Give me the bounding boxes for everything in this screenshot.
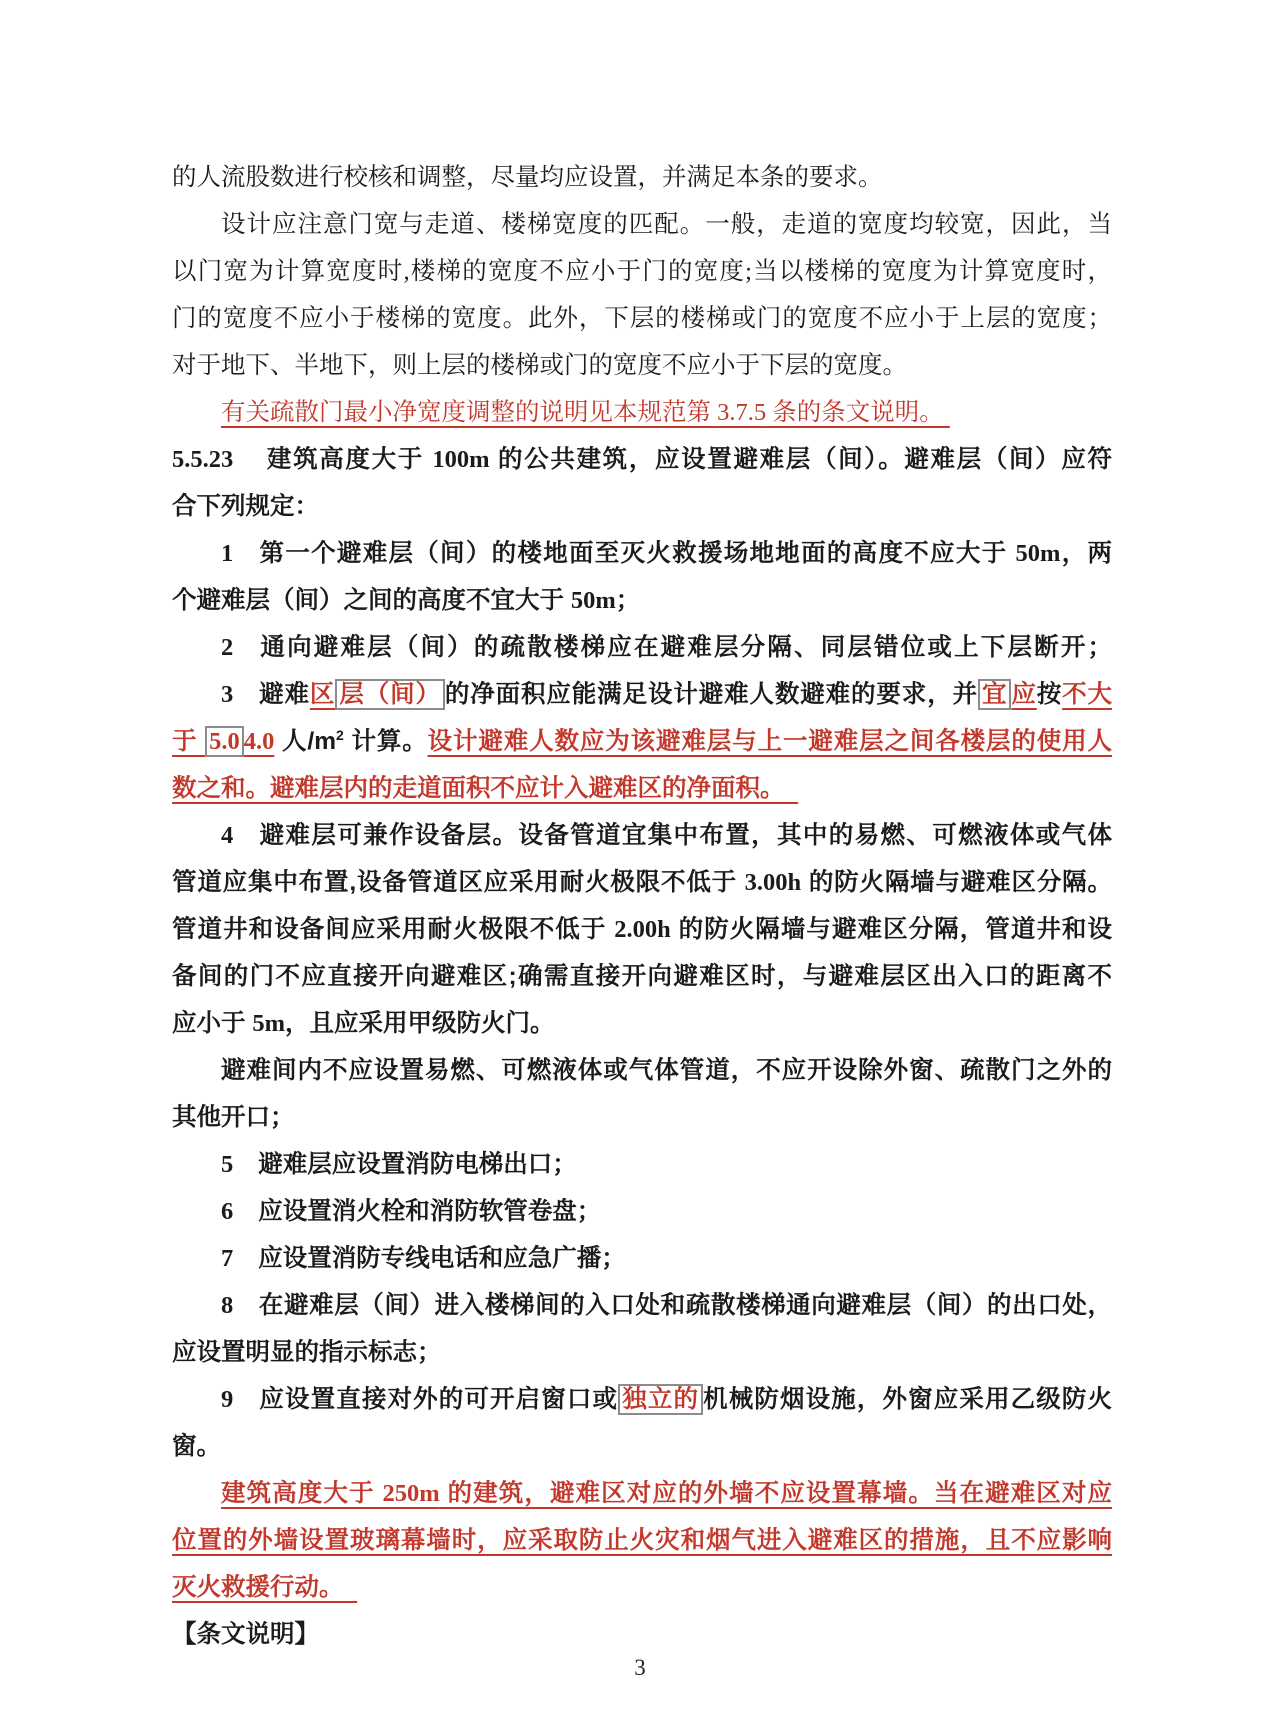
item-number: 8 <box>221 1292 234 1319</box>
text-run: 应设置消防专线电话和应急广播； <box>258 1245 626 1272</box>
text-run: 设计应注意门宽与走道、楼梯宽度的匹配。一般，走道的宽度均较宽，因此，当 <box>221 211 1112 238</box>
inserted-text: 建筑高度大于 <box>221 1480 383 1507</box>
clause-number: 5.5.23 <box>172 446 234 473</box>
text-run: ，两 <box>1060 540 1112 567</box>
text-run: 窗。 <box>172 1433 221 1460</box>
text-run: 应设置直接对外的可开启窗口或 <box>258 1386 619 1413</box>
text-line <box>172 1329 1112 1376</box>
text-run: 计算。 <box>343 728 428 755</box>
inserted-text: 3.7.5 <box>717 399 767 426</box>
inserted-text: 设计避难人数应为该避难层与上一避难层之间各楼层的使用人 <box>427 728 1113 755</box>
text-run: 的净面积应能满足设计避难人数避难的要求，并 <box>444 681 978 708</box>
item-number: 2 <box>221 634 234 661</box>
superscript: 2 <box>336 726 344 743</box>
text-line <box>172 1564 1112 1611</box>
document-body <box>172 154 1112 1658</box>
inserted-text: 于 <box>172 728 206 755</box>
text-run: 避难层应设置消防电梯出口； <box>258 1151 577 1178</box>
deleted-text: 层（间） <box>335 679 445 710</box>
inserted-text: 区 <box>309 681 336 708</box>
text-line <box>172 718 1112 765</box>
text-run: 其他开口； <box>172 1104 295 1131</box>
inserted-text: 位置的外墙设置玻璃幕墙时，应采取防止火灾和烟气进入避难区的措施，且不应影响 <box>172 1527 1112 1554</box>
text-line <box>172 577 1112 624</box>
inserted-text: 有关疏散门最小净宽度调整的说明见本规范第 <box>221 399 718 426</box>
item-number: 6 <box>221 1198 234 1225</box>
item-number: 9 <box>221 1386 234 1413</box>
text-run: 按 <box>1036 681 1063 708</box>
text-run: 100m <box>432 446 490 473</box>
deleted-text: 5.0 <box>205 726 244 757</box>
text-run: 的人流股数进行校核和调整，尽量均应设置，并满足本条的要求。 <box>172 164 883 191</box>
text-line <box>172 1047 1112 1094</box>
text-line <box>172 1094 1112 1141</box>
text-run: 门的宽度不应小于楼梯的宽度。此外，下层的楼梯或门的宽度不应小于上层的宽度； <box>172 305 1112 332</box>
text-run: 管道井和设备间应采用耐火极限不低于 <box>172 916 615 943</box>
text-line <box>172 859 1112 906</box>
text-line <box>172 1141 1112 1188</box>
inserted-text: 应 <box>1011 681 1037 708</box>
text-run: 通向避难层（间）的疏散楼梯应在避难层分隔、同层错位或上下层断开； <box>258 634 1112 661</box>
text-run: ； <box>615 587 641 614</box>
text-line <box>172 906 1112 953</box>
text-run: 对于地下、半地下，则上层的楼梯或门的宽度不应小于下层的宽度。 <box>172 352 907 379</box>
text-run: 在避难层（间）进入楼梯间的入口处和疏散楼梯通向避难层（间）的出口处， <box>258 1292 1112 1319</box>
text-run: 第一个避难层（间）的楼地面至灭火救援场地地面的高度不应大于 <box>258 540 1016 567</box>
text-run: 机械防烟设施，外窗应采用乙级防火 <box>703 1386 1113 1413</box>
text-line <box>172 1376 1112 1423</box>
text-line <box>172 1611 1112 1658</box>
text-line <box>172 671 1112 718</box>
deleted-text: 宜 <box>978 679 1011 710</box>
text-line <box>172 248 1112 295</box>
text-run: 3.00h <box>744 869 802 896</box>
text-line <box>172 295 1112 342</box>
text-line <box>172 1235 1112 1282</box>
inserted-text: 数之和。避难层内的走道面积不应计入避难区的净面积。 <box>172 775 799 802</box>
text-run: 应设置消火栓和消防软管卷盘； <box>258 1198 602 1225</box>
item-number: 3 <box>221 681 234 708</box>
text-run: 应小于 <box>172 1010 253 1037</box>
text-run: 合下列规定： <box>172 493 319 520</box>
text-line <box>172 1000 1112 1047</box>
text-line <box>172 1282 1112 1329</box>
text-run: 50m <box>1015 540 1061 567</box>
text-line <box>172 1188 1112 1235</box>
text-line <box>172 1470 1112 1517</box>
text-run: 【条文说明】 <box>172 1621 319 1648</box>
text-run: ，且应采用甲级防火门。 <box>284 1010 555 1037</box>
text-line <box>172 812 1112 859</box>
text-line <box>172 389 1112 436</box>
text-run: 避难层可兼作设备层。设备管道宜集中布置，其中的易燃、可燃液体或气体 <box>258 822 1112 849</box>
page-number: 3 <box>634 1655 646 1680</box>
text-run: 人/m <box>274 728 336 755</box>
text-line <box>172 624 1112 671</box>
text-line <box>172 342 1112 389</box>
text-run: 应设置明显的指示标志； <box>172 1339 442 1366</box>
inserted-text: 灭火救援行动。 <box>172 1574 358 1601</box>
text-line <box>172 765 1112 812</box>
text-run: 2.00h <box>614 916 671 943</box>
inserted-text: 250m <box>382 1480 440 1507</box>
text-run: 个避难层（间）之间的高度不宜大于 <box>172 587 571 614</box>
text-run: 以门宽为计算宽度时,楼梯的宽度不应小于门的宽度;当以楼梯的宽度为计算宽度时， <box>172 258 1112 285</box>
text-run: 避难间内不应设置易燃、可燃液体或气体管道，不应开设除外窗、疏散门之外的 <box>221 1057 1112 1084</box>
item-number: 4 <box>221 822 234 849</box>
text-line <box>172 1423 1112 1470</box>
text-run: 5m <box>252 1010 285 1037</box>
item-number: 7 <box>221 1245 234 1272</box>
text-run: 50m <box>570 587 616 614</box>
text-line <box>172 953 1112 1000</box>
text-run: 避难 <box>258 681 310 708</box>
text-run: 管道应集中布置,设备管道区应采用耐火极限不低于 <box>172 869 745 896</box>
text-run: 的防火隔墙与避难区分隔。 <box>801 869 1112 896</box>
text-line <box>172 201 1112 248</box>
text-line <box>172 154 1112 201</box>
text-line <box>172 1517 1112 1564</box>
text-run: 的防火隔墙与避难区分隔，管道井和设 <box>670 916 1112 943</box>
text-line <box>172 483 1112 530</box>
inserted-text: 不大 <box>1062 681 1113 708</box>
inserted-text: 条的条文说明。 <box>766 399 950 426</box>
text-line <box>172 436 1112 483</box>
deleted-text: 独立的 <box>618 1384 703 1415</box>
inserted-text: 的建筑，避难区对应的外墙不应设置幕墙。当在避难区对应 <box>439 1480 1112 1507</box>
item-number: 1 <box>221 540 234 567</box>
text-line <box>172 530 1112 577</box>
text-run: 的公共建筑，应设置避难层（间）。避难层（间）应符 <box>489 446 1112 473</box>
text-run: 备间的门不应直接开向避难区;确需直接开向避难区时，与避难层区出入口的距离不 <box>172 963 1112 990</box>
inserted-text: 4.0 <box>243 728 275 755</box>
item-number: 5 <box>221 1151 234 1178</box>
text-run: 建筑高度大于 <box>265 446 433 473</box>
